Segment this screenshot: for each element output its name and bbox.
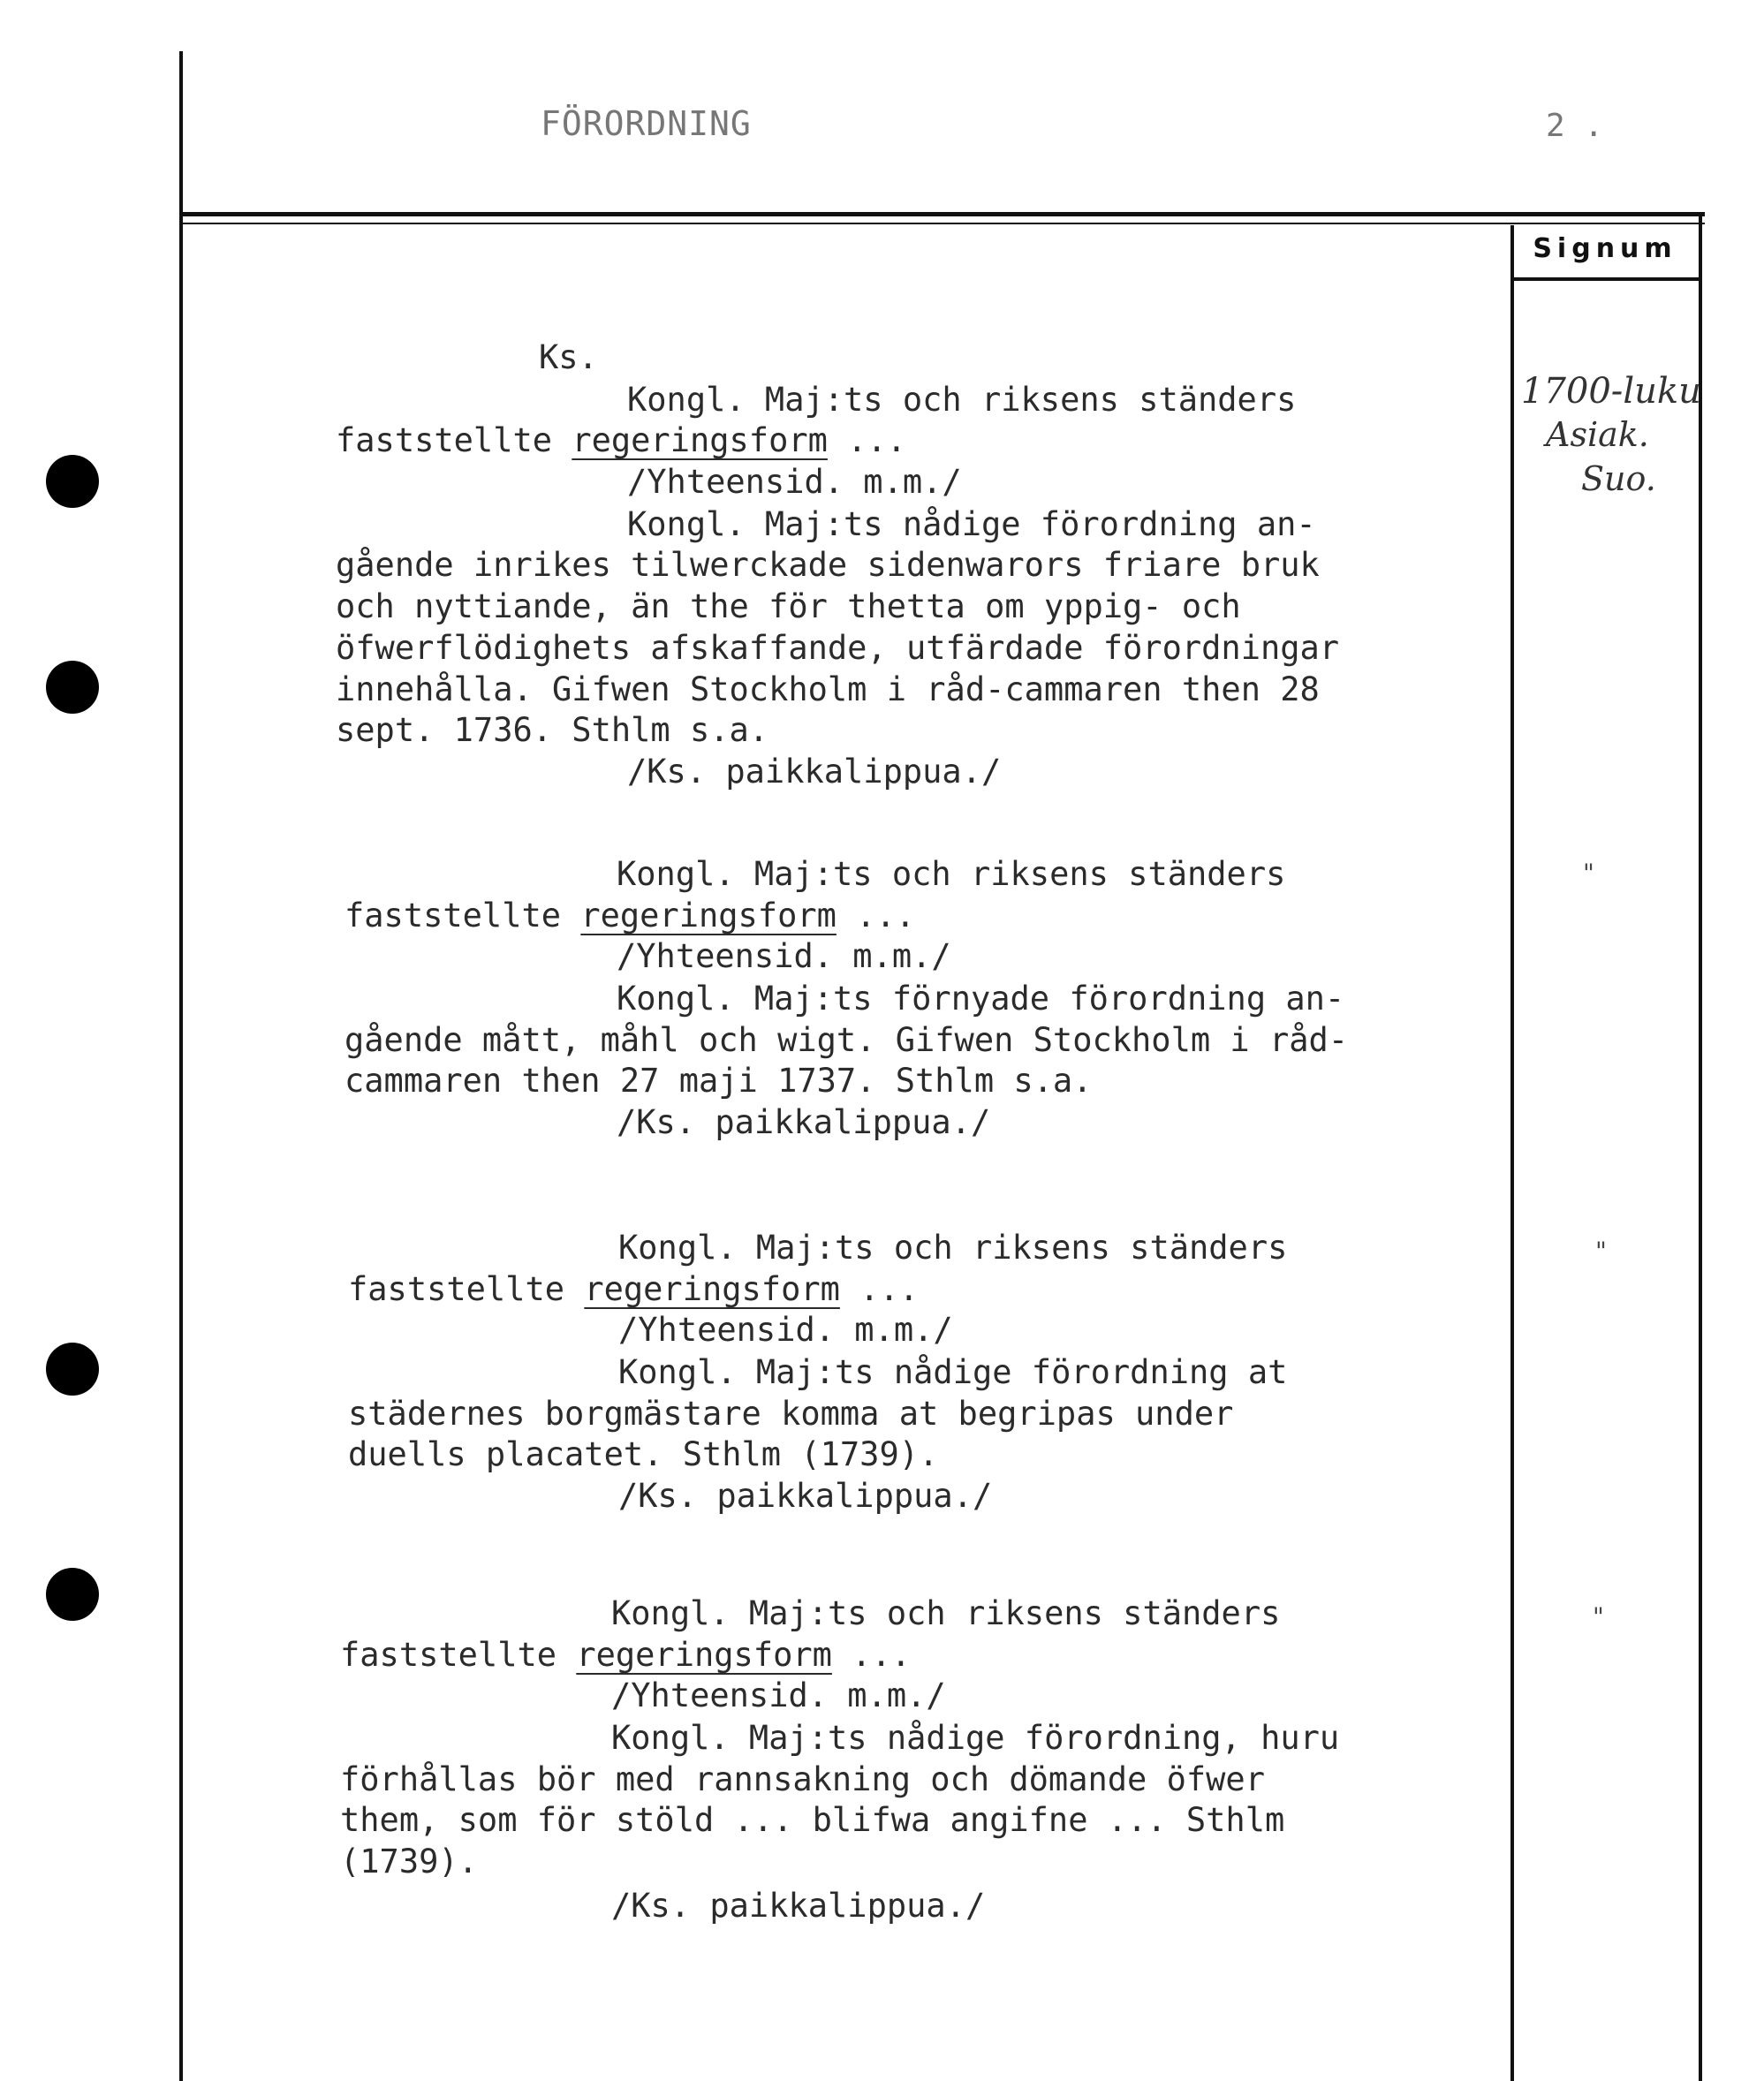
entry-body-line: sept. 1736. Sthlm s.a. bbox=[336, 711, 769, 749]
entry-title-line: faststellte regeringsform ... bbox=[348, 1270, 920, 1308]
signum-column-left-line bbox=[1510, 225, 1514, 2081]
entry-title-line: Kongl. Maj:ts och riksens ständers bbox=[627, 381, 1297, 419]
entry-footer: /Ks. paikkalippua./ bbox=[617, 1103, 991, 1141]
header-title: FÖRORDNING bbox=[541, 104, 752, 143]
entry-body-line: öfwerflödighets afskaffande, utfärdade förordningar bbox=[336, 629, 1340, 667]
entry-title-line: Kongl. Maj:ts och riksens ständers bbox=[611, 1594, 1281, 1632]
entry-footer: /Ks. paikkalippua./ bbox=[618, 1477, 993, 1515]
entry-reference: /Yhteensid. m.m./ bbox=[627, 463, 962, 501]
punch-hole bbox=[46, 1343, 99, 1396]
entry-body-line: them, som för stöld ... blifwa angifne ... Sthlm bbox=[340, 1801, 1285, 1839]
entry-body-line: (1739). bbox=[340, 1843, 478, 1880]
punch-hole bbox=[46, 661, 99, 714]
entry-body-line: Kongl. Maj:ts nådige förordning an- bbox=[627, 505, 1316, 543]
punch-hole bbox=[46, 455, 99, 508]
entry-reference: /Yhteensid. m.m./ bbox=[611, 1676, 946, 1714]
entry-body-line: innehålla. Gifwen Stockholm i råd-cammaren then 28 bbox=[336, 670, 1320, 708]
entry-body-line: och nyttiande, än the för thetta om yppig- och bbox=[336, 587, 1241, 625]
entry-body-line: Kongl. Maj:ts förnyade förordning an- bbox=[617, 980, 1345, 1018]
signum-header-rule bbox=[1510, 277, 1702, 281]
page-number: 2 . bbox=[1546, 108, 1604, 144]
ditto-mark: " bbox=[1593, 1602, 1604, 1631]
entry-title-line: faststellte regeringsform ... bbox=[340, 1636, 912, 1674]
entry-body-line: städernes borgmästare komma at begripas under bbox=[348, 1395, 1234, 1433]
signum-note-line: Suo. bbox=[1581, 459, 1656, 498]
signum-note-line: 1700-luku bbox=[1521, 371, 1701, 412]
header-rule-thin bbox=[181, 223, 1705, 224]
entry-body-line: Kongl. Maj:ts nådige förordning, huru bbox=[611, 1719, 1340, 1757]
entry-title-line: faststellte regeringsform ... bbox=[336, 421, 907, 459]
left-margin-line bbox=[179, 51, 183, 2081]
signum-note-line: Asiak. bbox=[1546, 415, 1649, 454]
entry-body-line: cammaren then 27 maji 1737. Sthlm s.a. bbox=[344, 1062, 1093, 1100]
entry-body-line: gående inrikes tilwerckade sidenwarors friare bruk bbox=[336, 546, 1320, 584]
signum-label: Signum bbox=[1533, 233, 1677, 264]
entry-body-line: förhållas bör med rannsakning och dömande öfwer bbox=[340, 1760, 1265, 1798]
punch-hole bbox=[46, 1568, 99, 1621]
entry-body-line: gående mått, måhl och wigt. Gifwen Stockholm i råd- bbox=[344, 1021, 1349, 1059]
entry-body-line: Kongl. Maj:ts nådige förordning at bbox=[618, 1353, 1288, 1391]
header-rule bbox=[181, 212, 1705, 216]
ditto-mark: " bbox=[1583, 859, 1594, 888]
entry-footer: /Ks. paikkalippua./ bbox=[611, 1887, 986, 1925]
entry-reference: /Yhteensid. m.m./ bbox=[617, 937, 951, 975]
entry-prefix: Ks. bbox=[539, 338, 598, 376]
entry-title-line: Kongl. Maj:ts och riksens ständers bbox=[617, 855, 1286, 893]
entry-title-line: faststellte regeringsform ... bbox=[344, 897, 916, 935]
entry-body-line: duells placatet. Sthlm (1739). bbox=[348, 1435, 939, 1473]
entry-footer: /Ks. paikkalippua./ bbox=[627, 753, 1002, 791]
entry-reference: /Yhteensid. m.m./ bbox=[618, 1311, 953, 1349]
signum-column-right-line bbox=[1699, 216, 1702, 2081]
entry-title-line: Kongl. Maj:ts och riksens ständers bbox=[618, 1229, 1288, 1267]
ditto-mark: " bbox=[1595, 1237, 1607, 1266]
